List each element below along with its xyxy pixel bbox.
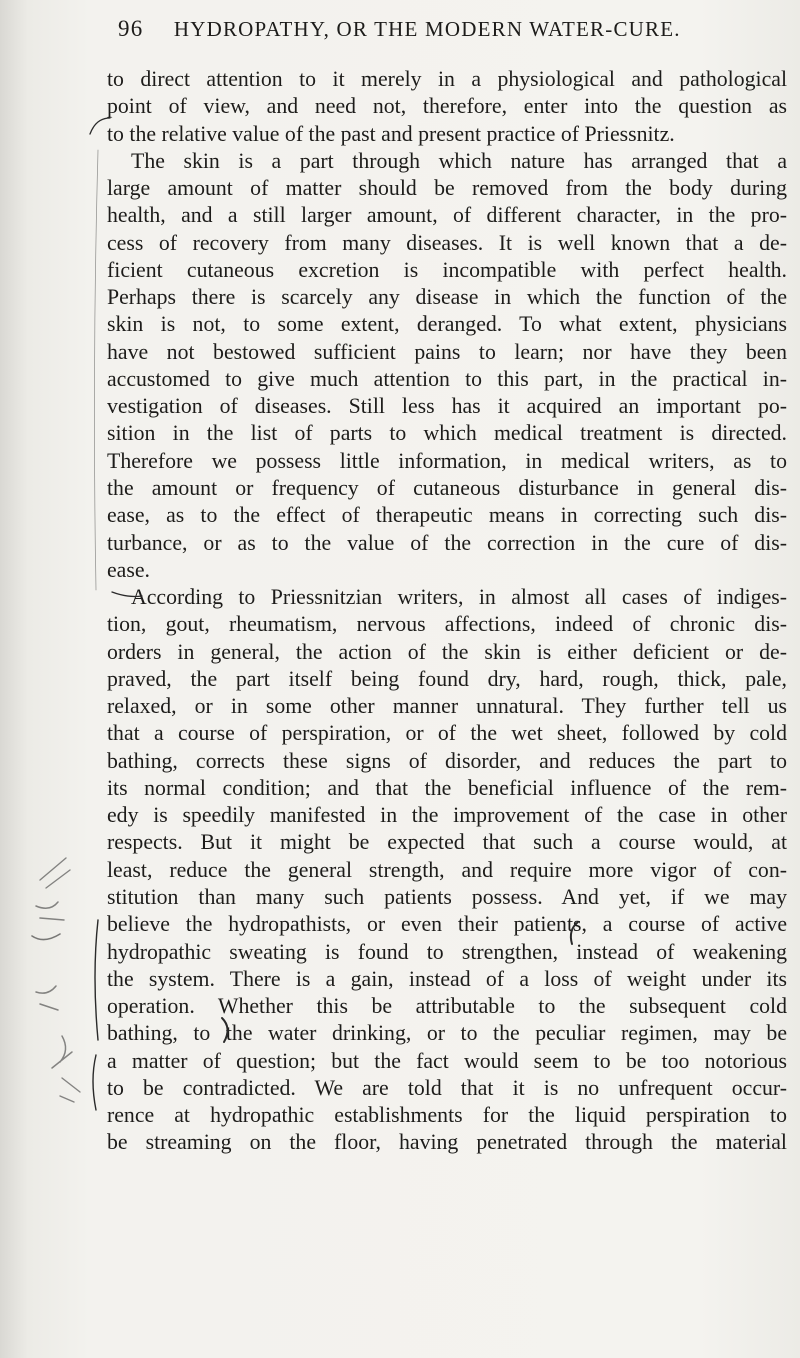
text-line: have not bestowed sufficient pains to learn; nor have they been [107,339,787,364]
margin-scribble [32,934,60,940]
text-line: ficient cutaneous excretion is incompatible with perfect health. [107,257,787,282]
text-line: bathing, to the water drinking, or to the peculiar regimen, may be [107,1021,787,1046]
body-text [107,66,787,1157]
pencil-margin-line [94,150,98,590]
text-line: the amount or frequency of cutaneous disturbance in general dis- [107,475,787,500]
text-line: its normal condition; and that the beneficial influence of the rem- [107,775,787,800]
text-line: sition in the list of parts to which medical treatment is directed. [107,421,787,446]
margin-scribble [40,858,70,888]
text-line: cess of recovery from many diseases. It is well known that a de- [107,230,787,255]
text-line: skin is not, to some extent, deranged. To what extent, physicians [107,312,787,337]
text-line: bathing, corrects these signs of disorder, and reduces the part to [107,748,787,773]
text-line: respects. But it might be expected that such a course would, at [107,830,787,855]
text-line: operation. Whether this be attributable to the subsequent cold [107,994,787,1019]
text-line: that a course of perspiration, or of the wet sheet, followed by cold [107,721,787,746]
text-line: relaxed, or in some other manner unnatural. They further tell us [107,694,787,719]
running-header [118,16,778,42]
text-line: According to Priessnitzian writers, in almost all cases of indiges- [131,585,787,610]
text-line: to the relative value of the past and present practice of Priessnitz. [107,121,675,146]
text-line: accustomed to give much attention to this part, in the practical in- [107,366,787,391]
text-line: large amount of matter should be removed from the body during [107,176,787,201]
text-line: edy is speedily manifested in the improvement of the case in other [107,803,787,828]
margin-scribble [60,1078,80,1102]
text-line: hydropathic sweating is found to strengthen, instead of weakening [107,939,787,964]
text-line: Therefore we possess little information, in medical writers, as to [107,448,787,473]
text-line: orders in general, the action of the skin is either deficient or de- [107,639,787,664]
text-line: health, and a still larger amount, of different character, in the pro- [107,203,787,228]
text-line: believe the hydropathists, or even their patients, a course of active [107,912,787,937]
text-line: to be contradicted. We are told that it is no unfrequent occur- [107,1075,787,1100]
text-line: least, reduce the general strength, and require more vigor of con- [107,857,787,882]
text-line: be streaming on the floor, having penetrated through the material [107,1130,787,1155]
page-number: 96 [118,16,144,41]
text-line: rence at hydropathic establishments for the liquid perspiration to [107,1103,787,1128]
margin-scribble [52,1036,72,1068]
text-line: Perhaps there is scarcely any disease in which the function of the [107,285,787,310]
running-title: HYDROPATHY, OR THE MODERN WATER-CURE. [173,17,681,41]
text-line: stitution than many such patients possess. And yet, if we may [107,884,787,909]
text-line: the system. There is a gain, instead of a loss of weight under its [107,966,787,991]
margin-scribble [36,902,64,920]
text-line: praved, the part itself being found dry, hard, rough, thick, pale, [107,666,787,691]
text-line: turbance, or as to the value of the correction in the cure of dis- [107,530,787,555]
text-line: ease, as to the effect of therapeutic means in correcting such dis- [107,503,787,528]
pencil-side-bracket-lower [93,1055,96,1110]
pencil-side-bracket [95,920,98,1040]
text-line: a matter of question; but the fact would seem to be too notorious [107,1048,787,1073]
text-line: ease. [107,557,150,582]
text-line: point of view, and need not, therefore, enter into the question as [107,94,787,119]
text-line: to direct attention to it merely in a physiological and pathological [107,67,787,91]
text-line: The skin is a part through which nature has arranged that a [131,148,787,173]
text-line: tion, gout, rheumatism, nervous affections, indeed of chronic dis- [107,612,787,637]
margin-scribble [36,986,58,1010]
text-line: vestigation of diseases. Still less has it acquired an important po- [107,394,787,419]
